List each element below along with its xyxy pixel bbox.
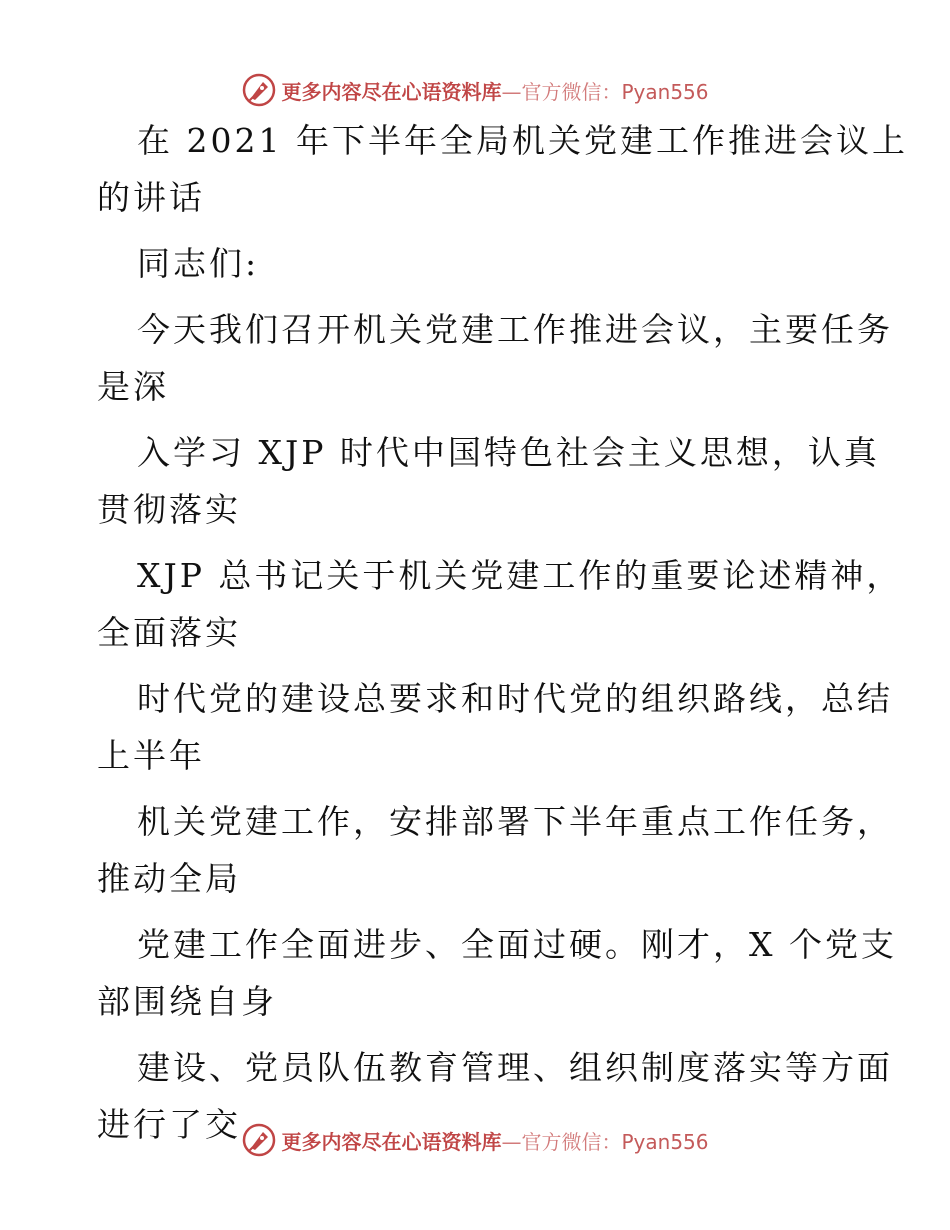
paragraph-line: 党建工作全面进步、全面过硬。刚才，X 个党支 xyxy=(137,925,897,964)
paragraph-line: 贯彻落实 xyxy=(97,490,241,529)
paragraph-line: 是深 xyxy=(97,367,169,406)
title-line-2: 的讲话 xyxy=(97,178,205,217)
banner-wechat-label: —官方微信： xyxy=(501,1129,622,1154)
paragraph-line: 进行了交 xyxy=(97,1105,241,1144)
paragraph-line: 入学习 XJP 时代中国特色社会主义思想，认真 xyxy=(137,433,880,472)
footer-banner xyxy=(0,1120,950,1160)
paragraph-line: 推动全局 xyxy=(97,859,241,898)
banner-text xyxy=(281,76,708,105)
paragraph-line: 上半年 xyxy=(97,736,205,775)
banner-text xyxy=(281,1126,708,1155)
banner-library-text: 更多内容尽在心语资料库 xyxy=(281,79,502,104)
banner-wechat-label: —官方微信： xyxy=(501,79,622,104)
pen-nib-logo-icon xyxy=(241,1122,277,1158)
header-banner xyxy=(0,70,950,110)
banner-wechat-id: Pyan556 xyxy=(621,1129,709,1154)
banner-wechat-id: Pyan556 xyxy=(621,79,709,104)
banner-library-text: 更多内容尽在心语资料库 xyxy=(281,1129,502,1154)
title-line-1: 在 2021 年下半年全局机关党建工作推进会议上 xyxy=(137,121,908,160)
paragraph-line: 建设、党员队伍教育管理、组织制度落实等方面 xyxy=(137,1048,893,1087)
paragraph-line: XJP 总书记关于机关党建工作的重要论述精神， xyxy=(137,556,903,595)
paragraph-line: 部围绕自身 xyxy=(97,982,277,1021)
salutation: 同志们: xyxy=(137,244,260,283)
paragraph-line: 全面落实 xyxy=(97,613,241,652)
pen-nib-logo-icon xyxy=(241,72,277,108)
paragraph-line: 时代党的建设总要求和时代党的组织路线，总结 xyxy=(137,679,893,718)
paragraph-line: 机关党建工作，安排部署下半年重点工作任务， xyxy=(137,802,893,841)
paragraph-line: 今天我们召开机关党建工作推进会议，主要任务 xyxy=(137,310,893,349)
